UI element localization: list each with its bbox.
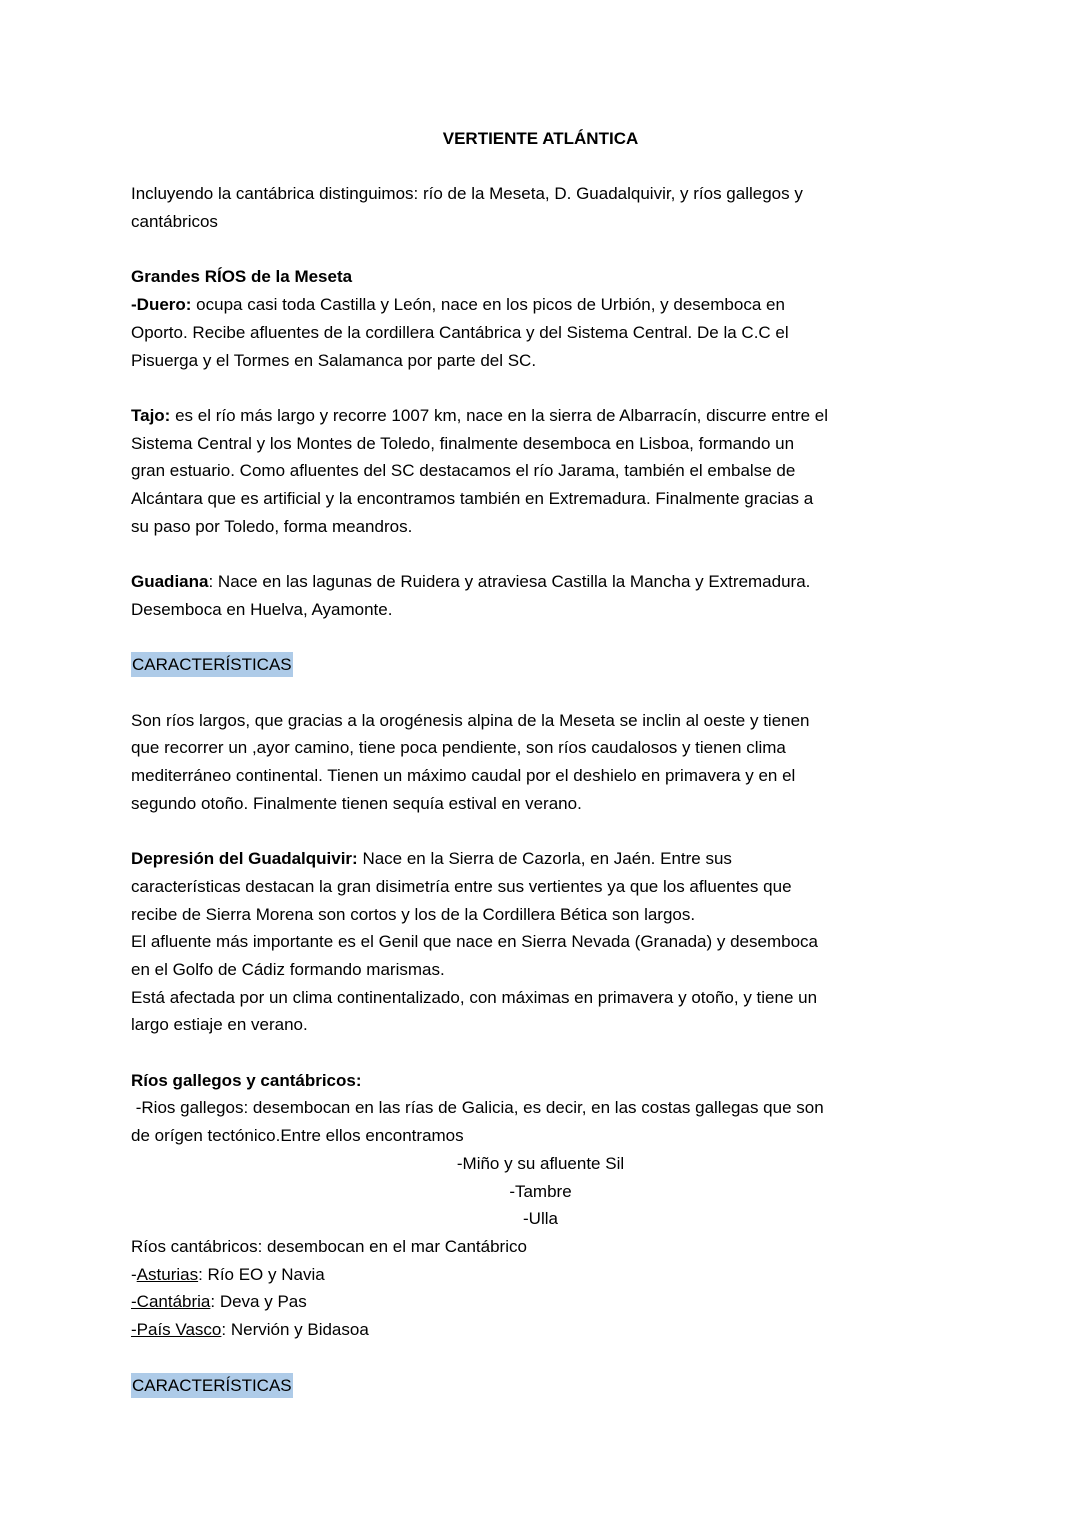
text-segment: : Río EO y Navia — [198, 1264, 325, 1284]
meseta-characteristics-paragraph-line — [131, 734, 950, 762]
text-segment: Está afectada por un clima continentalizado, con máximas en primavera y otoño, y tiene un — [131, 987, 818, 1007]
cantabricos-section-line — [131, 1316, 950, 1344]
cantabricos-section-line — [131, 1288, 950, 1316]
text-segment: : Nervión y Bidasoa — [221, 1320, 369, 1340]
text-segment: de orígen tectónico.Entre ellos encontramos — [131, 1126, 464, 1146]
text-segment: Sistema Central y los Montes de Toledo, finalmente desemboca en Lisboa, formando un — [131, 433, 795, 453]
tajo-paragraph-line — [131, 513, 950, 541]
text-segment: - — [131, 1264, 137, 1284]
text-segment: recibe de Sierra Morena son cortos y los de la Cordillera Bética son largos. — [131, 904, 696, 924]
caracteristicas-heading-1-line — [131, 651, 950, 679]
text-segment: su paso por Toledo, forma meandros. — [131, 516, 413, 536]
gallegos-river-list-line — [131, 1150, 950, 1178]
gallegos-section-line — [131, 1122, 950, 1150]
cantabricos-section-line — [131, 1233, 950, 1261]
text-segment: mediterráneo continental. Tienen un máximo caudal por el deshielo en primavera y en el — [131, 766, 796, 786]
highlighted-heading-text: CARACTERÍSTICAS — [131, 1373, 293, 1398]
text-segment: Alcántara que es artificial y la encontramos también en Extremadura. Finalmente gracias a — [131, 489, 814, 509]
text-segment: Grandes RÍOS de la Meseta — [131, 267, 353, 287]
text-segment: en el Golfo de Cádiz formando marismas. — [131, 959, 445, 979]
text-segment: segundo otoño. Finalmente tienen sequía estival en verano. — [131, 793, 582, 813]
text-segment: cantábricos — [131, 212, 218, 232]
intro-paragraph-line — [131, 180, 950, 208]
meseta-section-line — [131, 319, 950, 347]
text-segment: : Deva y Pas — [210, 1292, 307, 1312]
blank-line — [131, 541, 950, 569]
meseta-section-line — [131, 291, 950, 319]
gallegos-river-list-line — [131, 1178, 950, 1206]
text-segment: largo estiaje en verano. — [131, 1015, 308, 1035]
text-segment: Tajo: — [131, 405, 171, 425]
guadalquivir-paragraph-line — [131, 984, 950, 1012]
tajo-paragraph-line — [131, 485, 950, 513]
tajo-paragraph-line — [131, 457, 950, 485]
caracteristicas-heading-2-line — [131, 1372, 950, 1400]
text-segment: que recorrer un ,ayor camino, tiene poca pendiente, son ríos caudalosos y tienen clima — [131, 738, 786, 758]
meseta-section-line — [131, 263, 950, 291]
guadiana-paragraph-line — [131, 596, 950, 624]
text-segment: Pisuerga y el Tormes en Salamanca por parte del SC. — [131, 350, 537, 370]
text-segment: El afluente más importante es el Genil que nace en Sierra Nevada (Granada) y desemboca — [131, 932, 818, 952]
text-segment: Oporto. Recibe afluentes de la cordillera Cantábrica y del Sistema Central. De la C.C el — [131, 322, 789, 342]
meseta-section-line — [131, 347, 950, 375]
meseta-characteristics-paragraph-line — [131, 762, 950, 790]
guadalquivir-paragraph-line — [131, 873, 950, 901]
blank-line — [131, 624, 950, 652]
text-segment: Incluyendo la cantábrica distinguimos: río de la Meseta, D. Guadalquivir, y ríos gallegos y — [131, 184, 803, 204]
gallegos-river-list-line — [131, 1205, 950, 1233]
text-segment: : Nace en las lagunas de Ruidera y atraviesa Castilla la Mancha y Extremadura. — [208, 572, 811, 592]
text-segment: Guadiana — [131, 572, 209, 592]
text-segment: -Cantábria — [131, 1292, 211, 1312]
text-segment: -Rios gallegos: desembocan en las rías de Galicia, es decir, en las costas gallegas que son — [131, 1098, 824, 1118]
blank-line — [131, 236, 950, 264]
text-segment: Asturias — [136, 1264, 199, 1284]
highlighted-heading-text: CARACTERÍSTICAS — [131, 652, 293, 677]
blank-line — [131, 374, 950, 402]
document-body — [131, 125, 950, 1399]
text-segment: Ríos cantábricos: desembocan en el mar Cantábrico — [131, 1237, 527, 1256]
text-segment: Depresión del Guadalquivir: — [131, 849, 358, 869]
blank-line — [131, 679, 950, 707]
text-segment: características destacan la gran disimetría entre sus vertientes ya que los afluentes que — [131, 876, 792, 896]
text-segment: -Ulla — [523, 1209, 558, 1229]
text-segment: Son ríos largos, que gracias a la orogénesis alpina de la Meseta se inclin al oeste y tienen — [131, 710, 810, 730]
guadalquivir-paragraph-line — [131, 901, 950, 929]
meseta-characteristics-paragraph-line — [131, 790, 950, 818]
text-segment: gran estuario. Como afluentes del SC destacamos el río Jarama, también el embalse de — [131, 461, 796, 481]
guadalquivir-paragraph-line — [131, 845, 950, 873]
text-segment: -País Vasco — [131, 1320, 222, 1340]
guadiana-paragraph-line — [131, 568, 950, 596]
gallegos-section-line — [131, 1094, 950, 1122]
gallegos-section-line — [131, 1067, 950, 1095]
text-segment: ocupa casi toda Castilla y León, nace en los picos de Urbión, y desemboca en — [191, 295, 785, 315]
tajo-paragraph-line — [131, 430, 950, 458]
cantabricos-section-line — [131, 1261, 950, 1289]
blank-line — [131, 1344, 950, 1372]
meseta-characteristics-paragraph-line — [131, 707, 950, 735]
text-segment: Nace en la Sierra de Cazorla, en Jaén. Entre sus — [357, 849, 732, 869]
text-segment: Desemboca en Huelva, Ayamonte. — [131, 599, 393, 619]
text-segment: es el río más largo y recorre 1007 km, nace en la sierra de Albarracín, discurre entre el — [170, 405, 828, 425]
blank-line — [131, 153, 950, 181]
tajo-paragraph-line — [131, 402, 950, 430]
text-segment: -Miño y su afluente Sil — [456, 1153, 625, 1173]
title-line — [131, 125, 950, 153]
text-segment: VERTIENTE ATLÁNTICA — [442, 129, 639, 148]
intro-paragraph-line — [131, 208, 950, 236]
guadalquivir-paragraph-line — [131, 1011, 950, 1039]
text-segment: -Tambre — [509, 1181, 572, 1201]
blank-line — [131, 1039, 950, 1067]
text-segment: Ríos gallegos y cantábricos: — [131, 1070, 362, 1090]
guadalquivir-paragraph-line — [131, 928, 950, 956]
guadalquivir-paragraph-line — [131, 956, 950, 984]
text-segment: -Duero: — [131, 295, 192, 315]
blank-line — [131, 817, 950, 845]
